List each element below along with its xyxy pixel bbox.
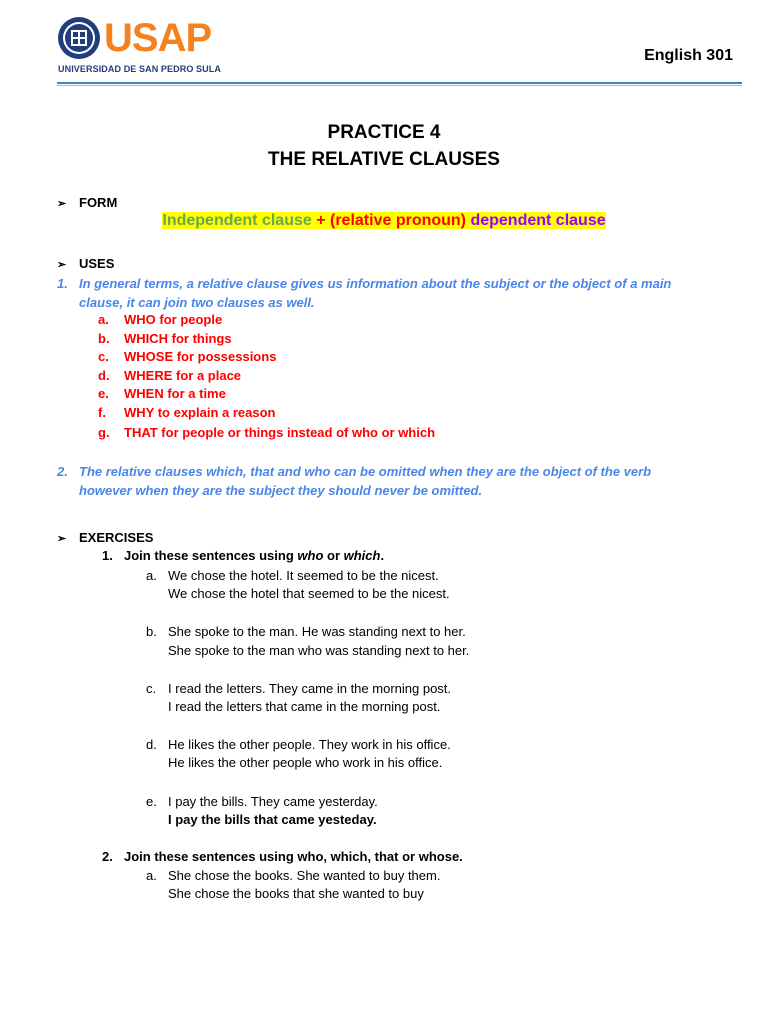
list-item: b. WHICH for things xyxy=(98,331,232,346)
exercise-answer: He likes the other people who work in his office. xyxy=(168,755,443,770)
exercise-question: b. She spoke to the man. He was standing next to her. xyxy=(146,624,466,639)
formula-independent: Independent clause xyxy=(162,212,312,229)
formula-dependent: dependent clause xyxy=(466,212,606,229)
list-item: g. THAT for people or things instead of who or which xyxy=(98,425,436,440)
logo-text: USAP xyxy=(104,16,212,60)
header-divider-thin xyxy=(57,85,742,86)
exercise-1-title: 1. Join these sentences using who or which. xyxy=(102,548,385,563)
logo-subtitle: UNIVERSIDAD DE SAN PEDRO SULA xyxy=(58,64,221,74)
uses-point-2-cont: however when they are the subject they should never be omitted. xyxy=(79,483,483,498)
exercise-2-title: 2. Join these sentences using who, which, that or whose. xyxy=(102,849,463,864)
uses-heading: ➢ USES xyxy=(57,256,115,271)
exercise-question: a. We chose the hotel. It seemed to be the nicest. xyxy=(146,568,439,583)
formula-relative-pronoun: (relative pronoun) xyxy=(330,212,467,229)
exercise-answer: She chose the books that she wanted to buy xyxy=(168,886,424,901)
university-seal-icon xyxy=(57,16,101,60)
formula-plus: + xyxy=(311,212,330,229)
exercise-answer: She spoke to the man who was standing next to her. xyxy=(168,643,470,658)
uses-point-2: 2. The relative clauses which, that and who can be omitted when they are the object of the verb xyxy=(57,464,652,479)
exercise-answer: I read the letters that came in the morning post. xyxy=(168,699,441,714)
form-heading: ➢ FORM xyxy=(57,195,118,210)
page-title: PRACTICE 4 xyxy=(327,122,441,143)
arrow-bullet-icon: ➢ xyxy=(57,198,67,210)
list-item: f. WHY to explain a reason xyxy=(98,405,276,420)
exercise-question: c. I read the letters. They came in the morning post. xyxy=(146,681,452,696)
page-subtitle: THE RELATIVE CLAUSES xyxy=(268,149,500,170)
course-label: English 301 xyxy=(644,47,733,64)
exercises-heading: ➢ EXERCISES xyxy=(57,530,154,545)
exercise-answer: I pay the bills that came yesteday. xyxy=(168,812,377,827)
list-item: c. WHOSE for possessions xyxy=(98,349,277,364)
exercise-answer: We chose the hotel that seemed to be the nicest. xyxy=(168,586,450,601)
arrow-bullet-icon: ➢ xyxy=(57,259,67,271)
form-formula xyxy=(0,212,768,230)
uses-point-1: 1. In general terms, a relative clause gives us information about the subject or the object of a main xyxy=(57,276,672,291)
exercise-question: d. He likes the other people. They work in his office. xyxy=(146,737,451,752)
list-item: a. WHO for people xyxy=(98,312,223,327)
arrow-bullet-icon: ➢ xyxy=(57,533,67,545)
list-item: e. WHEN for a time xyxy=(98,386,226,401)
list-item: d. WHERE for a place xyxy=(98,368,242,383)
exercise-question: e. I pay the bills. They came yesterday. xyxy=(146,794,378,809)
header-divider xyxy=(57,82,742,84)
exercise-question: a. She chose the books. She wanted to buy them. xyxy=(146,868,441,883)
uses-point-1-cont: clause, it can join two clauses as well. xyxy=(79,295,315,310)
formula-highlight xyxy=(162,212,605,229)
